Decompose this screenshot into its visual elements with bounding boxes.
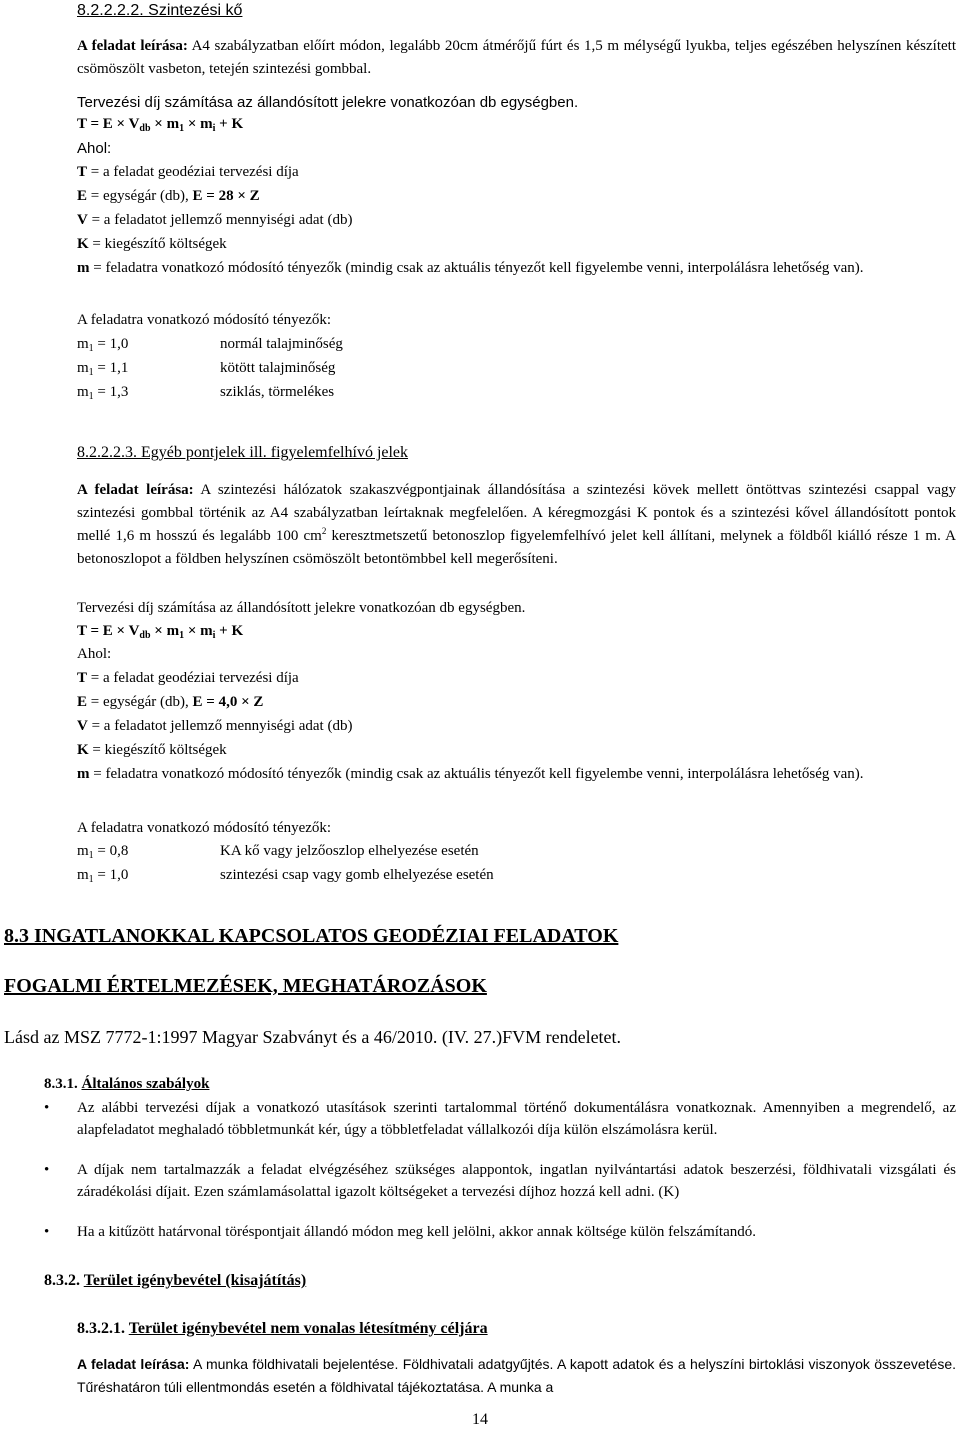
calc-note: Tervezési díj számítása az állandósított jelekre vonatkozóan db egységben. <box>77 94 579 111</box>
where-label: Ahol: <box>77 140 112 157</box>
subsection-heading-nem-vonalas: 8.3.2.1. Terület igénybevétel nem vonalas létesítmény céljára <box>77 1320 488 1337</box>
task-description: A feladat leírása: A szintezési hálózatok szakaszvégpontjainak állandósítása a szintezési kövek mellett öntöttvas szintezési csappal vagy szintezési gombbal történik az A4 szabályzatban leírtaknak megfelelően. A kéregmozgási K pontok és a szintezési kővel állandósított pontok mellé 1,6 m hosszú és legalább 100 $cm^2$ keresztmetszetű betonoszlop figyelemfelhívó jelet kell állítani, melynek a földből kiálló része 1 m. A betonoszlopot a földben helyszínen csömöszölt betontömbbel kell megerősíteni. <box>77 482 956 567</box>
subsection-heading-terulet: 8.3.2. Terület igénybevétel (kisajátítás) <box>44 1272 307 1289</box>
modifier-row: $m_1 = 1,1$ kötött talajminőség <box>77 360 336 378</box>
def-t: T = a feladat geodéziai tervezési díja <box>77 164 299 180</box>
task-description: A feladat leírása: A munka földhivatali bejelentése. Földhivatali adatgyűjtés. A kapott adatok és a helyszíni birtoklási viszonyok összevetése. Tűréshatáron túli ellentmondás esetén a földhivatal tájékoztatása. A munka a <box>77 1356 956 1395</box>
list-item: • A díjak nem tartalmazzák a feladat elvégzéséhez szükséges alappontok, ingatlan nyilvántartási adatok beszerzési, földhivatali vizsgálati és záradékolási díjait. Ezen számlamásolattal igazolt költségeket a tervezési díjhoz hozzá kell adni. (K) <box>44 1159 956 1203</box>
modifier-title: A feladatra vonatkozó módosító tényezők: <box>77 820 332 836</box>
list-item: • Az alábbi tervezési díjak a vonatkozó utasítások szerinti tartalommal történő dokumentálásra vonatkoznak. Amennyiben a megrendelő, az alapfeladatot meghaladó többletmunkát kér, úgy a többletfeladat vállalkozói díja külön elszámolásra kerül. <box>44 1097 956 1141</box>
section-heading-szintezesi-ko: 8.2.2.2.2. Szintezési kő <box>77 2 243 19</box>
bullet-icon: • <box>44 1224 50 1240</box>
def-v: V = a feladatot jellemző mennyiségi adat (db) <box>77 718 353 734</box>
section-heading-egyeb-pontjelek: 8.2.2.2.3. Egyéb pontjelek ill. figyelemfelhívó jelek <box>77 444 409 461</box>
chapter-subheading: FOGALMI ÉRTELMEZÉSEK, MEGHATÁROZÁSOK <box>4 975 487 997</box>
description-label: A feladat leírása: <box>77 1356 190 1372</box>
fee-formula: $T = E \times V_{db} \times m_1 \times m_i + K$ <box>77 116 244 134</box>
chapter-heading: 8.3 INGATLANOKKAL KAPCSOLATOS GEODÉZIAI FELADATOK <box>4 925 619 947</box>
standard-reference: Lásd az MSZ 7772-1:1997 Magyar Szabványt és a 46/2010. (IV. 27.)FVM rendeletet. <box>4 1027 622 1047</box>
list-item: • Ha a kitűzött határvonal töréspontjait állandó módon meg kell jelölni, akkor annak költsége külön felszámítandó. <box>44 1221 956 1243</box>
modifier-row: $m_1 = 1,3$ sziklás, törmelékes <box>77 384 335 402</box>
subsection-heading-altalanos: 8.3.1. Általános szabályok <box>44 1076 210 1092</box>
where-label: Ahol: <box>77 646 112 662</box>
page-number: 14 <box>472 1411 488 1428</box>
modifier-row: $m_1 = 1,0$ szintezési csap vagy gomb elhelyezése esetén <box>77 867 494 885</box>
description-text: A4 szabályzatban előírt módon, legalább 20cm átmérőjű fúrt és 1,5 m mélységű lyukba, teljes egészében helyszínen készített csömöszölt vasbeton, tetején szintezési gombbal. <box>77 38 956 77</box>
bullet-icon: • <box>44 1162 50 1178</box>
modifier-row: $m_1 = 0,8$ KA kő vagy jelzőoszlop elhelyezése esetén <box>77 843 479 861</box>
description-label: A feladat leírása: <box>77 482 194 498</box>
description-label: A feladat leírása: <box>77 38 188 54</box>
def-k: K = kiegészítő költségek <box>77 236 227 252</box>
bullet-icon: • <box>44 1100 50 1116</box>
def-k: K = kiegészítő költségek <box>77 742 227 758</box>
modifier-row: $m_1 = 1,0$ normál talajminőség <box>77 336 343 354</box>
def-m: m = feladatra vonatkozó módosító tényezők (mindig csak az aktuális tényezőt kell figyelembe venni, interpolálásra lehetőség van). <box>77 260 864 276</box>
calc-note: Tervezési díj számítása az állandósított jelekre vonatkozóan db egységben. <box>77 600 526 616</box>
def-v: V = a feladatot jellemző mennyiségi adat (db) <box>77 212 353 228</box>
def-m: m = feladatra vonatkozó módosító tényezők (mindig csak az aktuális tényezőt kell figyelembe venni, interpolálásra lehetőség van). <box>77 766 864 782</box>
fee-formula: $T = E \times V_{db} \times m_1 \times m_i + K$ <box>77 623 244 641</box>
task-description <box>77 35 956 81</box>
modifier-title: A feladatra vonatkozó módosító tényezők: <box>77 312 332 328</box>
def-t: T = a feladat geodéziai tervezési díja <box>77 670 299 686</box>
def-e: E = egységár (db), E = 4,0 × Z <box>77 694 264 710</box>
def-e: E = egységár (db), E = 28 × Z <box>77 188 260 204</box>
